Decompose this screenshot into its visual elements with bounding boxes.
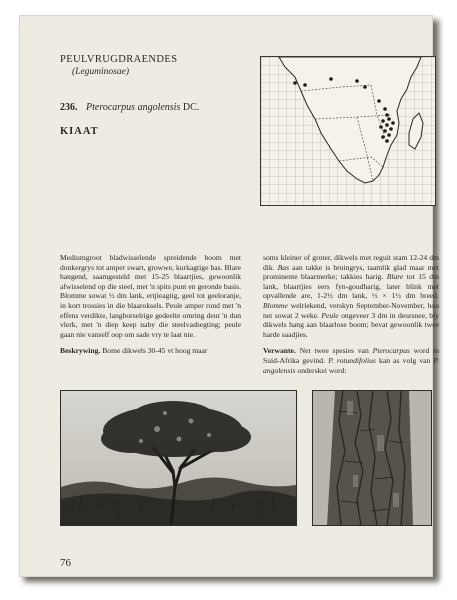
distribution-dot	[379, 125, 383, 129]
family-latin-name: (Leguminosae)	[72, 67, 129, 77]
distribution-dot	[389, 127, 393, 131]
leaves-label: Blare	[386, 272, 404, 282]
distribution-dot	[391, 121, 395, 125]
description-label: Beskrywing.	[60, 346, 101, 356]
distribution-map-icon	[260, 56, 436, 206]
distribution-dot	[385, 123, 389, 127]
distribution-dot	[293, 81, 297, 85]
map-svg	[261, 57, 435, 205]
distribution-dot	[385, 113, 389, 117]
species-name: Pterocarpus angolensis	[86, 102, 181, 113]
species-author: DC.	[182, 102, 200, 113]
pods-label: Peule	[321, 310, 339, 320]
related-label: Verwante.	[263, 346, 296, 356]
details-text-d: welriekend, verskyn September-November, hou net sowat 2 weke.	[263, 300, 439, 320]
distribution-dot	[381, 119, 385, 123]
page-number: 76	[60, 557, 71, 569]
details-text-e: ongeveer 3 dm in deursnee, bly dikwels hang aan blaarlose boom; bevat gewoonlik twee harde saadjies.	[263, 310, 439, 339]
text-column-2	[263, 253, 439, 382]
distribution-dot	[383, 107, 387, 111]
distribution-dot	[363, 85, 367, 89]
details-text-a: soms kleiner of groter, dikwels met reguit stam 12-24 dm dik.	[263, 253, 439, 272]
details-paragraph	[263, 253, 439, 339]
related-species-2: P. angolensis	[263, 355, 440, 375]
related-species-1: P. rotundifolius	[328, 355, 376, 365]
species-heading	[60, 102, 199, 113]
distribution-dot	[385, 139, 389, 143]
distribution-dot	[329, 77, 333, 81]
text-column-1	[60, 253, 241, 363]
distribution-dot	[387, 117, 391, 121]
related-text-a: Net twee spesies van	[299, 346, 369, 356]
details-text-b: aan takke is bruingrys, taamlik glad maar met prominente blaarmerke; takkies harig.	[263, 262, 439, 282]
family-name: PEULVRUGDRAENDES	[60, 54, 178, 65]
distribution-dot	[303, 83, 307, 87]
common-name: KIAAT	[60, 126, 99, 137]
related-text-b: word in Suid-Afrika gevind.	[263, 346, 439, 365]
species-number: 236.	[60, 102, 78, 113]
description-paragraph: Mediumgroot bladwisselende spreidende boom met donkergrys tot amper swart, growwe, kurkagtige bas. Blare hangend, saamgesteld met 15-25 blaartjies, gewoonlik afwisselend op die steel, met 'n spits punt en geronde basis. Blomme sowat ½ dm lank, ertjieagtig, geel tot geeloranje, in kort trossies in die blaaroksels. Peule amper rond met 'n effens verdikte, langborselrige gedeelte omring deur 'n dun vlerk, met 'n diep keep naby die steelvashegting; peule gaan nie vanself oop om sade vry te laat nie.	[60, 253, 241, 339]
book-page	[20, 16, 440, 576]
distribution-dot	[387, 133, 391, 137]
related-text-d: onderskei word:	[297, 365, 347, 375]
details-text-c: tot 15 dm lank, blaartjies eers fyn-goudharig, later blink met opvallende are, 1-2½ dm lank, ½ × 1½ dm breed.	[263, 272, 439, 301]
description-intro	[60, 346, 241, 356]
description-text: Bome dikwels 30-45 vt hoog maar	[102, 346, 208, 356]
distribution-dot	[355, 79, 359, 83]
bark-label: Bas	[277, 262, 290, 272]
distribution-dot	[377, 99, 381, 103]
bark-photo-icon	[312, 390, 432, 526]
distribution-dot	[381, 135, 385, 139]
tree-photo-icon	[60, 390, 297, 526]
distribution-dot	[383, 129, 387, 133]
flowers-label: Blomme	[263, 300, 288, 310]
genus-name: Pterocarpus	[372, 346, 410, 356]
related-text-c: kan as volg van	[379, 355, 431, 365]
related-paragraph	[263, 346, 439, 375]
